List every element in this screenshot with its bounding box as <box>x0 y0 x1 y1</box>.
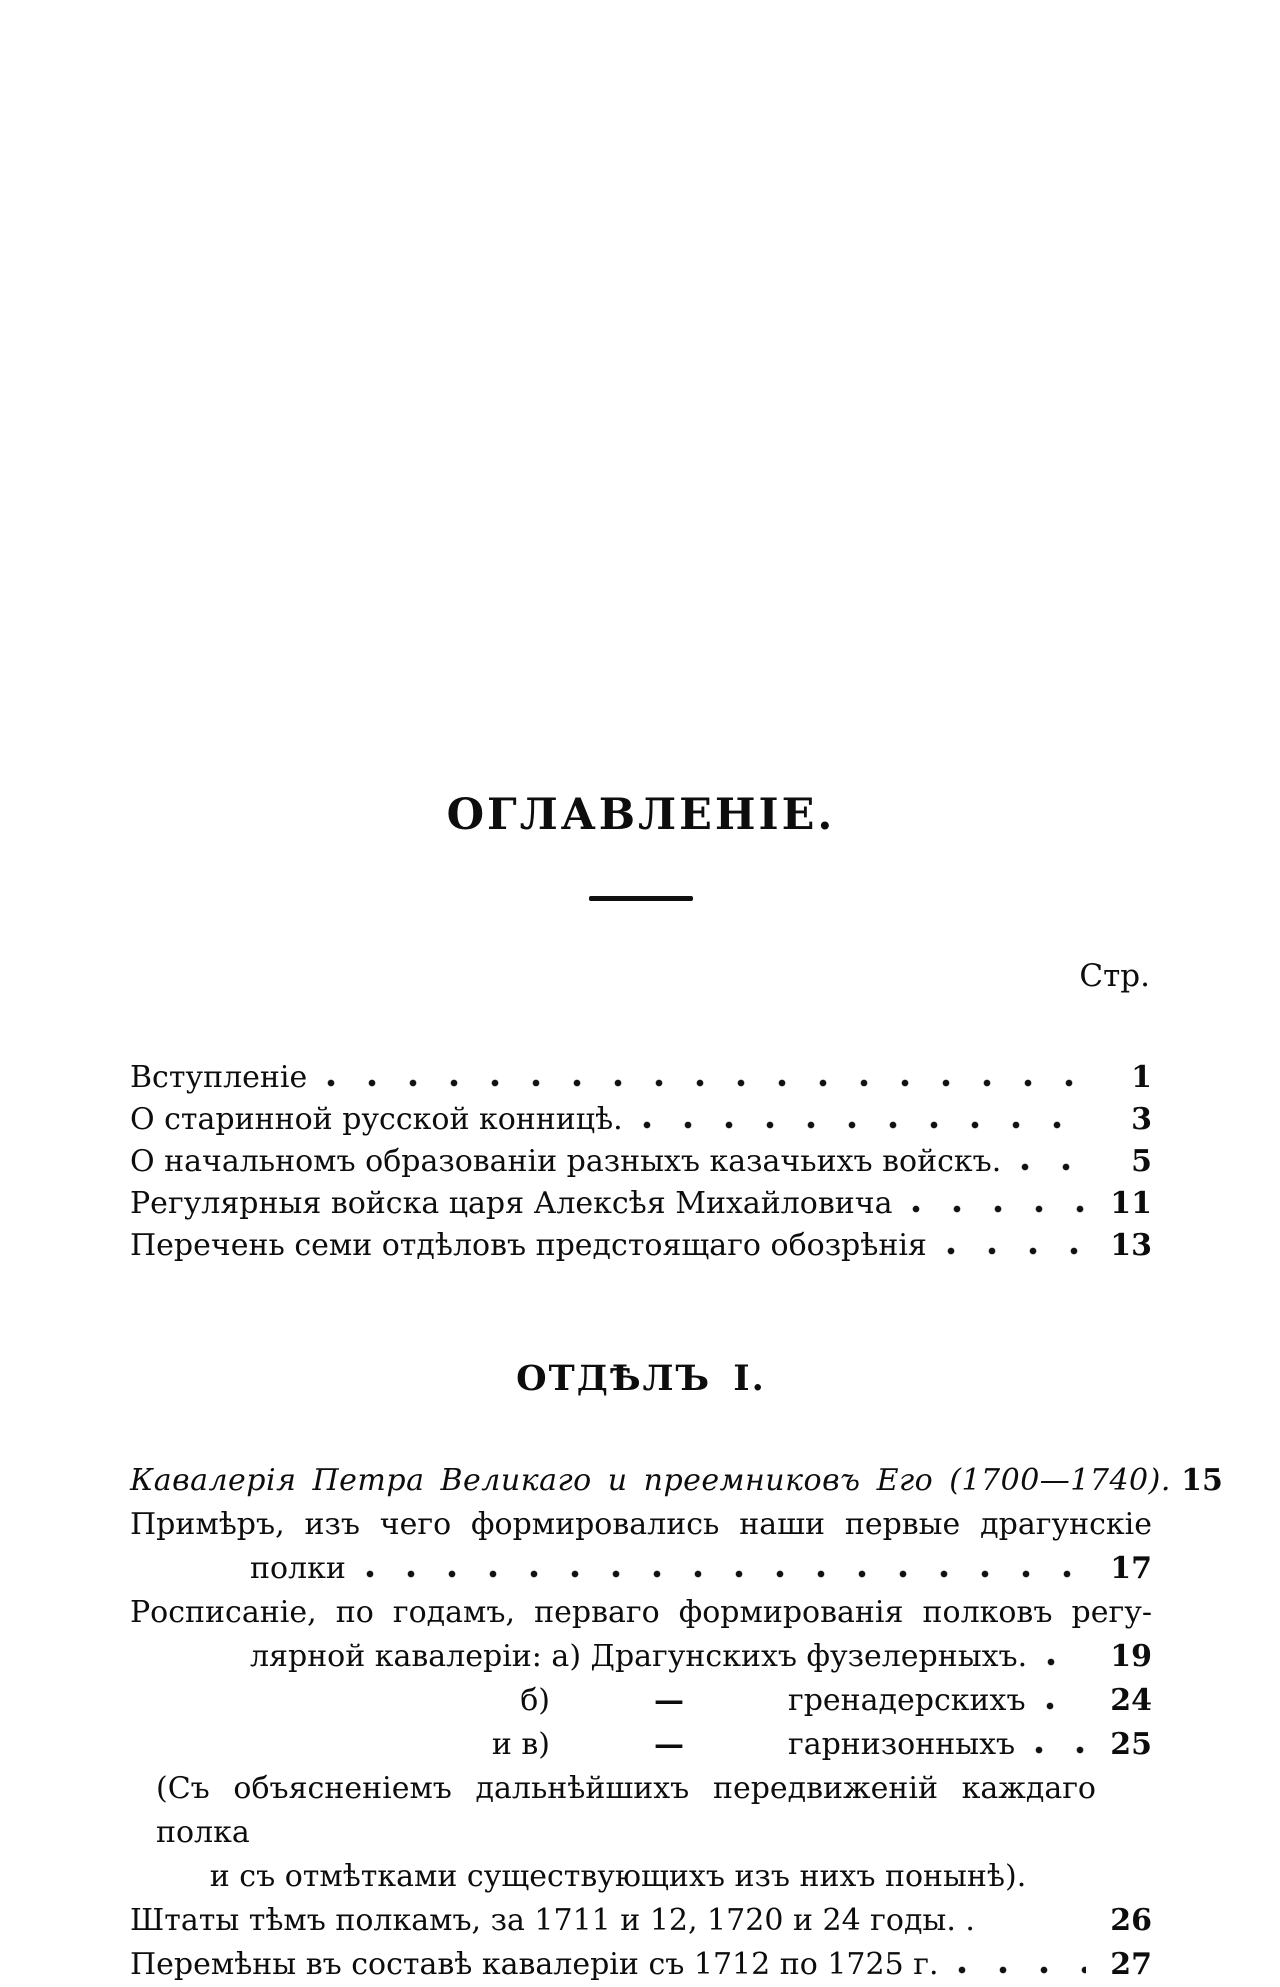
toc-row <box>130 1723 1152 1767</box>
toc-entry-text: полки <box>250 1551 346 1586</box>
page-number: 19 <box>1110 1639 1152 1674</box>
leader-dots <box>641 1121 1086 1129</box>
toc-section-list <box>130 1459 1223 1987</box>
toc-entry-text: гренадерскихъ <box>788 1683 1026 1718</box>
toc-row <box>130 1855 1152 1899</box>
toc-row <box>130 1057 1152 1099</box>
toc-row <box>130 1099 1152 1141</box>
sub-entry-label: и в) <box>491 1727 550 1762</box>
toc-row <box>130 1459 1223 1503</box>
page-number: 17 <box>1110 1551 1152 1586</box>
leader-dots <box>364 1570 1086 1578</box>
toc-entry-text: Перечень семи отдѣловъ предстоящаго обозрѣнія <box>130 1228 927 1263</box>
toc-entry-text: Регулярныя войска царя Алексѣя Михайловича <box>130 1186 893 1221</box>
page-number: 24 <box>1110 1683 1152 1718</box>
leader-dots <box>910 1205 1086 1213</box>
toc-row <box>130 1503 1152 1547</box>
ditto-dash: — <box>654 1727 684 1762</box>
leader-dots <box>945 1247 1086 1255</box>
toc-row <box>130 1225 1152 1267</box>
toc-row <box>130 1767 1152 1855</box>
leader-dots <box>1033 1746 1086 1754</box>
leader-dots <box>325 1079 1086 1087</box>
leader-dots <box>956 1966 1086 1974</box>
leader-dots <box>1019 1163 1086 1171</box>
toc-row <box>130 1943 1152 1987</box>
toc-entry-text: Кавалерія Петра Великаго и преемниковъ Его (1700—1740). <box>130 1463 1171 1498</box>
page-number: 1 <box>1131 1060 1152 1095</box>
ditto-dash: — <box>654 1683 684 1718</box>
toc-entry-text: (Съ объясненіемъ дальнѣйшихъ передвиженій каждаго полка <box>156 1771 1096 1850</box>
page-number: 13 <box>1110 1228 1152 1263</box>
toc-row <box>130 1591 1152 1635</box>
toc-row <box>130 1183 1152 1225</box>
leader-dots <box>1045 1658 1086 1666</box>
toc-entry-text: лярной кавалеріи: а) Драгунскихъ фузелерныхъ. <box>250 1639 1028 1674</box>
toc-entry-text: гарнизонныхъ <box>788 1727 1016 1762</box>
toc-entry-text: и съ отмѣтками существующихъ изъ нихъ понынѣ). <box>209 1859 1027 1894</box>
toc-row <box>130 1141 1152 1183</box>
toc-row <box>130 1899 1152 1943</box>
page-number: 25 <box>1110 1727 1152 1762</box>
toc-row <box>130 1547 1152 1591</box>
page-title: ОГЛАВЛЕНІЕ. <box>446 790 836 840</box>
toc-entry-text: Примѣръ, изъ чего формировались наши первые драгунскіе <box>130 1507 1152 1542</box>
page-number: 11 <box>1110 1186 1152 1221</box>
toc-row <box>130 1635 1152 1679</box>
page-number: 3 <box>1131 1102 1152 1137</box>
toc-entry-text: Росписаніе, по годамъ, перваго формированія полковъ регу- <box>130 1595 1152 1630</box>
leader-dots <box>1044 1702 1086 1710</box>
toc-entry-text: Вступленіе <box>130 1060 308 1095</box>
page-number: 5 <box>1131 1144 1152 1179</box>
sub-entry-label: б) <box>520 1683 550 1718</box>
page-number: 26 <box>1110 1903 1152 1938</box>
page-number: 15 <box>1181 1463 1223 1498</box>
toc-row <box>130 1679 1152 1723</box>
toc-entry-text: О старинной русской конницѣ. <box>130 1102 623 1137</box>
section-heading: ОТДѢЛЪ I. <box>516 1358 766 1399</box>
toc-entry-text: Штаты тѣмъ полкамъ, за 1711 и 12, 1720 и 24 годы. . <box>130 1903 975 1938</box>
title-divider-rule <box>589 896 693 901</box>
page-number: 27 <box>1110 1947 1152 1982</box>
toc-intro-list <box>130 1057 1152 1267</box>
toc-entry-text: Перемѣны въ составѣ кавалеріи съ 1712 по 1725 г. <box>130 1947 939 1982</box>
page-column-header: Стр. <box>1079 958 1150 994</box>
toc-entry-text: О начальномъ образованіи разныхъ казачьихъ войскъ. <box>130 1144 1002 1179</box>
